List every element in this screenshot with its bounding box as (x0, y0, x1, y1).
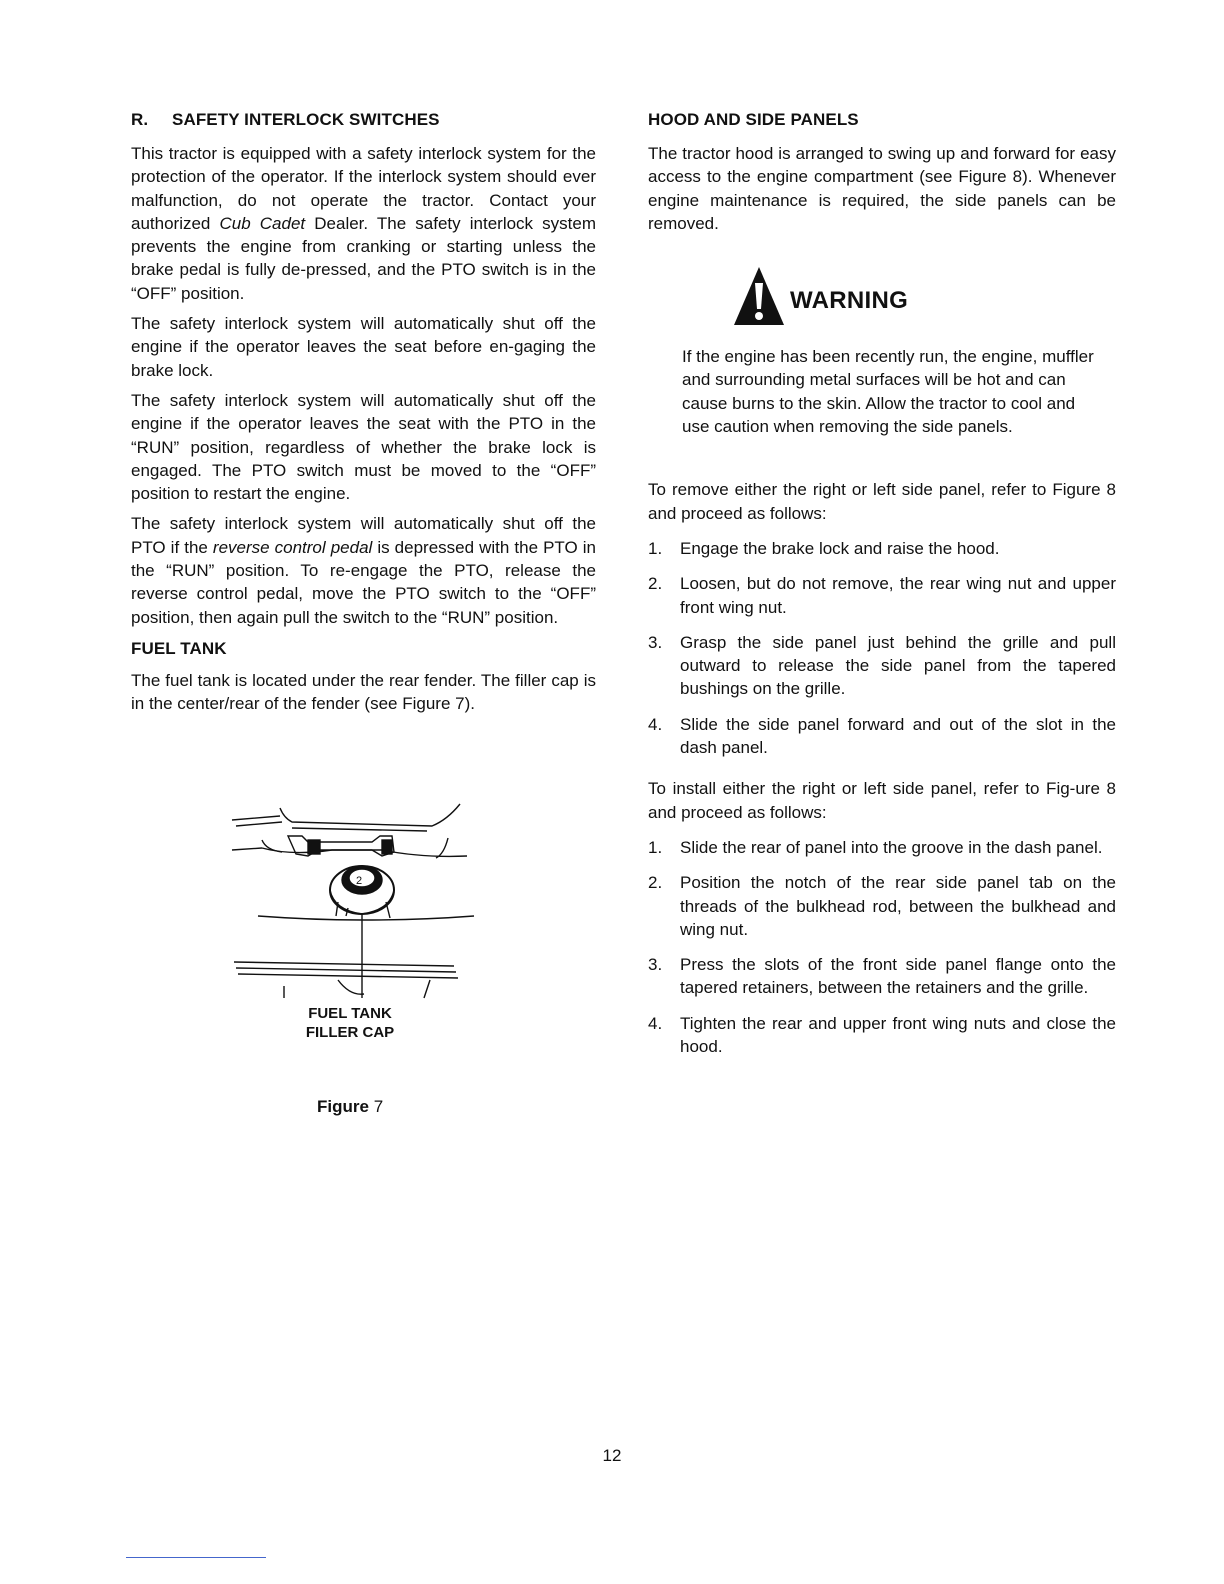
page-number: 12 (602, 1446, 622, 1465)
install-step (648, 1012, 1116, 1059)
remove-step (648, 572, 1116, 619)
left-column (131, 110, 596, 723)
step-number: 3. (648, 955, 663, 975)
step-number: 4. (648, 714, 663, 734)
section-title: SAFETY INTERLOCK SWITCHES (172, 110, 440, 129)
paragraph-hood-intro: The tractor hood is arranged to swing up and forward for easy access to the engine compartment (see Figure 8). Whenever engine maintenance is required, the side panels can be removed. (648, 144, 1116, 233)
step-number: 2. (648, 873, 663, 893)
warning-box (682, 265, 1102, 438)
brand-name: Cub Cadet (219, 213, 306, 233)
fuel-tank-drawing (222, 798, 487, 1008)
figure-7-caption: Figure 7 (317, 1097, 384, 1116)
callout-line-2: FILLER CAP (305, 1024, 395, 1041)
section-heading-hood-panels: HOOD AND SIDE PANELS (648, 110, 859, 129)
warning-text: If the engine has been recently run, the engine, muffler and surrounding metal surfaces will be hot and can cause burns to the skin. Allow the tractor to cool and use caution when removing the side panels. (682, 347, 1094, 437)
svg-text:2: 2 (356, 875, 363, 887)
step-text: Engage the brake lock and raise the hood. (680, 538, 1000, 558)
warning-title: WARNING (790, 287, 909, 315)
paragraph-interlock-intro: This tractor is equipped with a safety interlock system for the protection of the operator. If the interlock system should ever malfunction, do not operate the tractor. Contact your authorized Cub Cadet Dealer. The safety interlock system prevents the engine from cranking or starting unless the brake pedal is fully de-pressed, and the PTO switch is in the “OFF” position. (131, 144, 596, 303)
remove-steps-list (648, 537, 1116, 759)
paragraph-remove-intro: To remove either the right or left side panel, refer to Figure 8 and proceed as follows: (648, 480, 1116, 523)
paragraph-fuel-tank: The fuel tank is located under the rear fender. The filler cap is in the center/rear of the fender (see Figure 7). (131, 670, 596, 714)
step-text: Grasp the side panel just behind the grille and pull outward to release the side panel from the tapered bushings on the grille. (680, 632, 1116, 699)
paragraph-install-intro: To install either the right or left side panel, refer to Fig-ure 8 and proceed as follows: (648, 779, 1116, 822)
right-column (648, 110, 1116, 1070)
figure-7-illustration (222, 798, 487, 1058)
footer-rule (126, 1557, 266, 1558)
step-number: 4. (648, 1013, 663, 1033)
step-number: 1. (648, 538, 663, 558)
figure-7-callout (285, 1004, 415, 1042)
warning-heading (732, 265, 1102, 327)
paragraph-seat-pto: The safety interlock system will automatically shut off the engine if the operator leaves the seat with the PTO in the “RUN” position, regardless of whether the brake lock is engaged. The PTO switch must be moved to the “OFF” position to restart the engine. (131, 390, 596, 504)
step-text: Slide the rear of panel into the groove in the dash panel. (680, 837, 1103, 857)
step-text: Tighten the rear and upper front wing nuts and close the hood. (680, 1013, 1116, 1057)
fuel-tank-heading: FUEL TANK (131, 638, 227, 658)
install-steps-list (648, 836, 1116, 1058)
callout-line-1: FUEL TANK (308, 1005, 392, 1022)
install-step (648, 836, 1116, 859)
paragraph-seat-brake: The safety interlock system will automatically shut off the engine if the operator leaves the seat before en-gaging the brake lock. (131, 314, 596, 380)
warning-triangle-icon (732, 265, 786, 327)
section-heading-safety-interlock (131, 110, 596, 130)
step-text: Slide the side panel forward and out of the slot in the dash panel. (680, 714, 1116, 758)
step-text: Loosen, but do not remove, the rear wing nut and upper front wing nut. (680, 574, 1116, 617)
section-number: R. (131, 110, 149, 129)
install-step (648, 953, 1116, 1000)
step-number: 1. (648, 837, 663, 857)
step-text: Position the notch of the rear side panel tab on the threads of the bulkhead rod, between the bulkhead and wing nut. (680, 873, 1116, 939)
step-number: 2. (648, 574, 663, 594)
paragraph-reverse-pedal: The safety interlock system will automatically shut off the PTO if the reverse control pedal is depressed with the PTO in the “RUN” position. To re-engage the PTO, release the reverse control pedal, move the PTO switch to the “OFF” position, then again pull the switch to the “RUN” position. (131, 514, 596, 627)
remove-step (648, 631, 1116, 701)
remove-step (648, 713, 1116, 760)
step-number: 3. (648, 632, 663, 652)
reverse-pedal-term: reverse control pedal (212, 537, 373, 557)
step-text: Press the slots of the front side panel flange onto the tapered retainers, between the retainers and the grille. (680, 955, 1116, 998)
remove-step (648, 537, 1116, 560)
install-step (648, 871, 1116, 941)
